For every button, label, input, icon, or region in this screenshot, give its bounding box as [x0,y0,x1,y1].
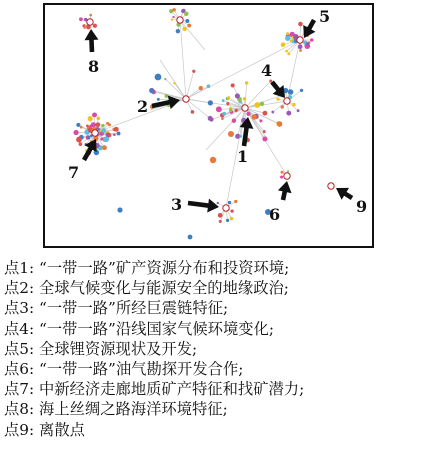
graph-node [228,131,234,137]
graph-node [271,111,274,114]
graph-node [172,8,176,12]
graph-node [76,123,80,127]
graph-node [113,133,116,136]
graph-node [245,81,248,84]
legend [4,258,420,440]
graph-node [191,110,195,114]
graph-node [182,27,186,31]
graph-node [299,49,302,52]
legend-item-5: 点5: 全球锂资源现状及开发; [4,339,198,358]
graph-node [171,18,173,20]
graph-node [290,39,293,42]
graph-node [217,202,219,204]
graph-node [288,89,293,94]
graph-node [86,124,89,127]
graph-node [287,52,290,55]
graph-node [218,213,223,218]
graph-node [114,127,119,132]
legend-item-4: 点4: “一带一路”沿线国家气候环境变化; [4,319,274,338]
hub-node [183,96,189,102]
point-label-1: 1 [237,147,249,166]
graph-node [184,11,189,16]
graph-node [92,112,97,117]
graph-node [106,122,109,125]
hub-node [297,37,303,43]
graph-node [73,130,78,135]
graph-node [227,96,230,99]
graph-node [96,122,101,127]
graph-node [259,119,262,122]
graph-node [286,32,289,35]
graph-node [192,70,195,73]
graph-node [234,200,237,203]
point-label-5: 5 [319,7,331,26]
graph-node [298,44,303,49]
graph-node [79,142,83,146]
graph-node [280,175,283,178]
hub-node [242,105,248,111]
graph-node [210,157,216,163]
graph-node [102,145,107,150]
point-label-4: 4 [261,61,273,80]
point-label-2: 2 [137,97,149,116]
graph-node [310,38,314,42]
graph-node [230,217,234,221]
point-label-3: 3 [171,195,183,214]
graph-node [297,109,300,112]
graph-node [108,134,111,137]
legend-item-2: 点2: 全球气候变化与能源安全的地缘政治; [4,279,289,298]
graph-node [88,116,93,121]
hub-node [87,19,93,25]
graph-node [262,111,267,116]
legend-item-9: 点9: 离散点 [4,420,85,439]
graph-node [285,50,288,53]
graph-node [208,100,213,105]
graph-node [254,102,260,108]
graph-node [79,17,83,21]
graph-node [103,136,109,142]
graph-node [285,36,290,41]
graph-node [222,99,225,102]
graph-node [89,14,92,17]
graph-node [89,125,92,128]
graph-node [252,114,257,119]
graph-node [239,135,242,138]
graph-node [80,126,83,129]
graph-node [230,209,233,212]
graph-node [97,117,101,121]
graph-node [172,16,174,18]
graph-node [208,116,213,121]
graph-node [100,138,103,141]
graph-node [300,89,303,92]
graph-node [228,201,231,204]
graph-node [187,24,191,28]
graph-node [263,130,266,133]
point-label-7: 7 [68,163,80,182]
graph-node [102,128,107,133]
graph-node [207,84,211,88]
graph-node [173,82,175,84]
graph-node [306,42,310,46]
graph-node [149,88,154,93]
hub-node [223,205,229,211]
graph-node [101,124,104,127]
legend-item-7: 点7: 中新经济走廊地质矿产特征和找矿潜力; [4,380,305,399]
graph-node [277,121,283,127]
graph-node [276,98,279,101]
graph-node [232,118,237,123]
point-label-9: 9 [356,197,368,216]
legend-item-1: 点1: “一带一路”矿产资源分布和投资环境; [4,259,290,277]
graph-node [260,102,264,106]
graph-node [221,117,224,120]
point-label-6: 6 [269,205,281,224]
graph-node [287,170,289,172]
graph-node [298,22,303,27]
legend-item-6: 点6: “一带一路”油气勘探开发合作; [4,360,244,379]
graph-node [87,136,90,139]
graph-node [188,235,193,240]
hub-node [328,183,334,189]
graph-node [76,137,82,143]
graph-node [292,103,295,106]
graph-node [165,94,169,98]
graph-node [216,106,222,112]
graph-node [157,98,160,101]
hub-node [284,98,290,104]
hub-node [92,130,98,136]
graph-node [176,29,180,33]
graph-node [219,220,222,223]
legend-item-8: 点8: 海上丝绸之路海洋环境特征; [4,400,228,419]
graph-node [226,102,229,105]
graph-node [243,97,247,101]
hub-node [177,17,183,23]
graph-node [235,93,240,98]
graph-node [222,112,226,116]
graph-node [226,219,229,222]
graph-node [231,83,235,87]
graph-node [117,132,121,136]
legend-item-3: 点3: “一带一路”所经巨震链特征; [4,299,229,318]
graph-node [83,27,85,29]
point-label-8: 8 [88,57,100,76]
graph-node [117,207,122,212]
graph-node [281,42,286,47]
graph-node [262,136,267,141]
graph-node [199,86,203,90]
graph-node [281,171,284,174]
graph-node [93,24,97,28]
graph-node [185,19,189,23]
graph-node [164,78,166,80]
graph-node [286,111,291,116]
graph-node [229,108,233,112]
graph-node [155,74,162,81]
graph-node [235,109,238,112]
graph-node [281,105,284,108]
hub-node [284,173,290,179]
graph-node [246,112,250,116]
